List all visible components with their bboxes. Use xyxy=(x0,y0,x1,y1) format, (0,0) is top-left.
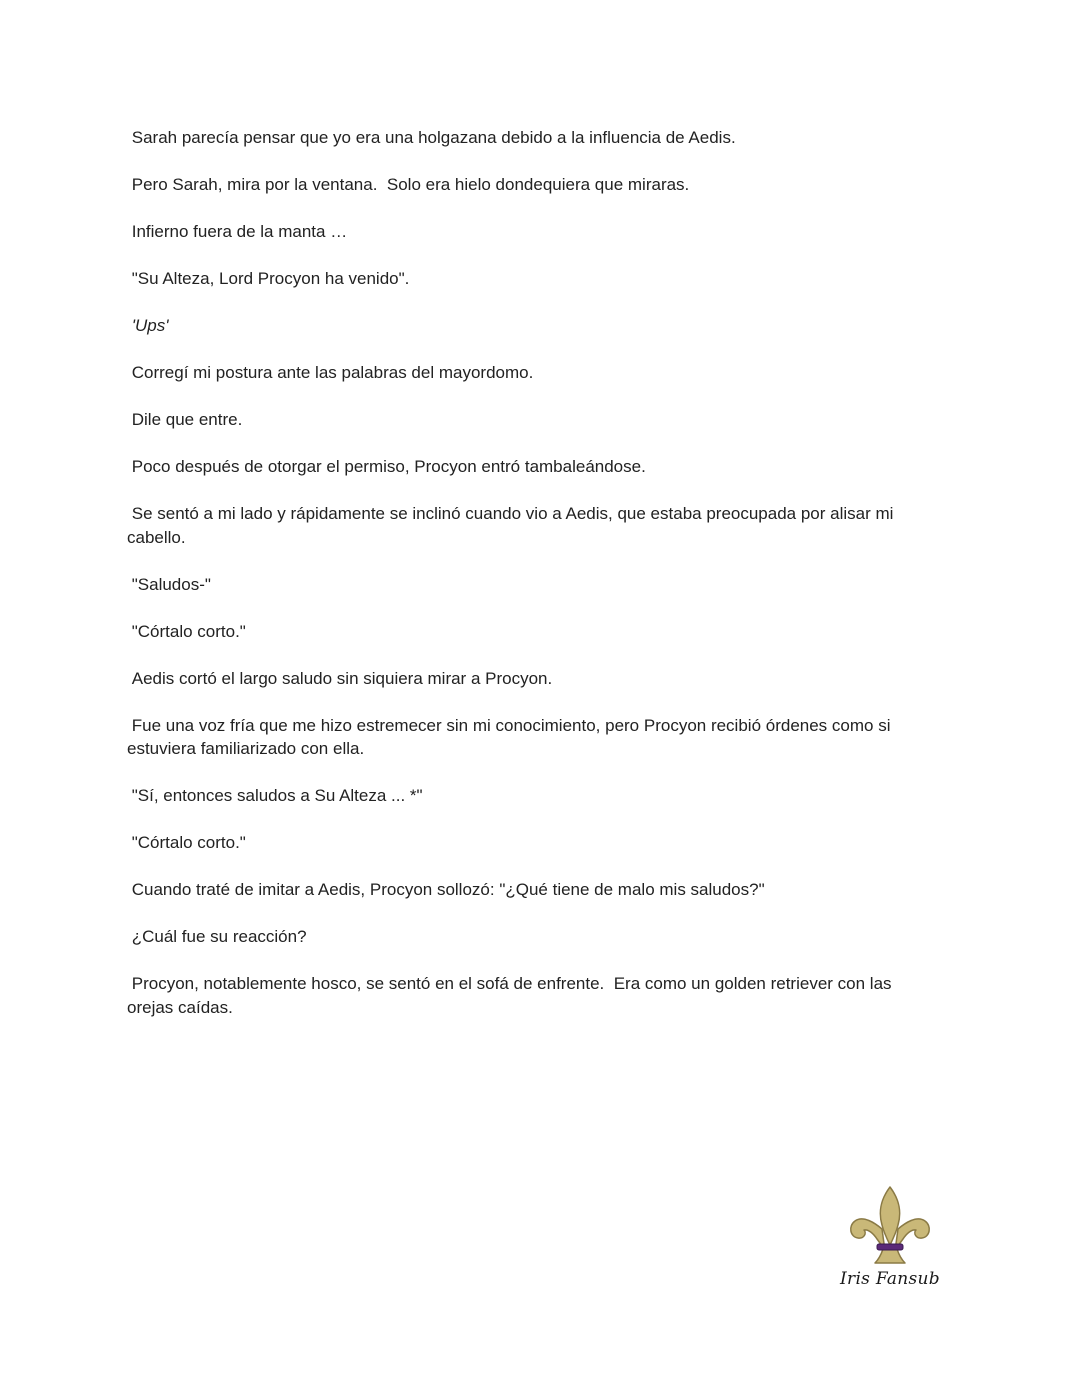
paragraph-6: Corregí mi postura ante las palabras del mayordomo. xyxy=(127,363,534,382)
fleur-de-lis-icon xyxy=(845,1185,935,1265)
document-body xyxy=(127,126,937,1043)
paragraph-4: "Su Alteza, Lord Procyon ha venido". xyxy=(127,269,410,288)
paragraph-8: Poco después de otorgar el permiso, Procyon entró tambaleándose. xyxy=(127,457,646,476)
paragraph-17: ¿Cuál fue su reacción? xyxy=(127,927,307,946)
paragraph-12: Aedis cortó el largo saludo sin siquiera mirar a Procyon. xyxy=(127,668,553,688)
paragraph-16: Cuando traté de imitar a Aedis, Procyon sollozó: "¿Qué tiene de malo mis saludos?" xyxy=(127,880,765,899)
paragraph-2: Pero Sarah, mira por la ventana. Solo era hielo dondequiera que miraras. xyxy=(127,175,690,194)
paragraph-5: 'Ups' xyxy=(127,316,169,335)
watermark-text: Iris Fansub xyxy=(840,1269,940,1289)
paragraph-1: Sarah parecía pensar que yo era una holgazana debido a la influencia de Aedis. xyxy=(127,128,736,147)
paragraph-18: Procyon, notablemente hosco, se sentó en el sofá de enfrente. Era como un golden retriever con las orejas caídas. xyxy=(127,974,897,1017)
paragraph-11: "Córtalo corto." xyxy=(127,621,246,641)
watermark-logo xyxy=(840,1185,940,1295)
paragraph-9: Se sentó a mi lado y rápidamente se inclinó cuando vio a Aedis, que estaba preocupada por alisar mi cabello. xyxy=(127,504,899,547)
paragraph-13: Fue una voz fría que me hizo estremecer sin mi conocimiento, pero Procyon recibió órdenes como si estuviera familiarizado con ella. xyxy=(127,715,896,758)
paragraph-14: "Sí, entonces saludos a Su Alteza ... *" xyxy=(127,786,423,805)
paragraph-3: Infierno fuera de la manta … xyxy=(127,222,348,241)
paragraph-10: "Saludos-" xyxy=(127,574,211,594)
paragraph-7: Dile que entre. xyxy=(127,410,243,429)
paragraph-15: "Córtalo corto." xyxy=(127,833,246,852)
